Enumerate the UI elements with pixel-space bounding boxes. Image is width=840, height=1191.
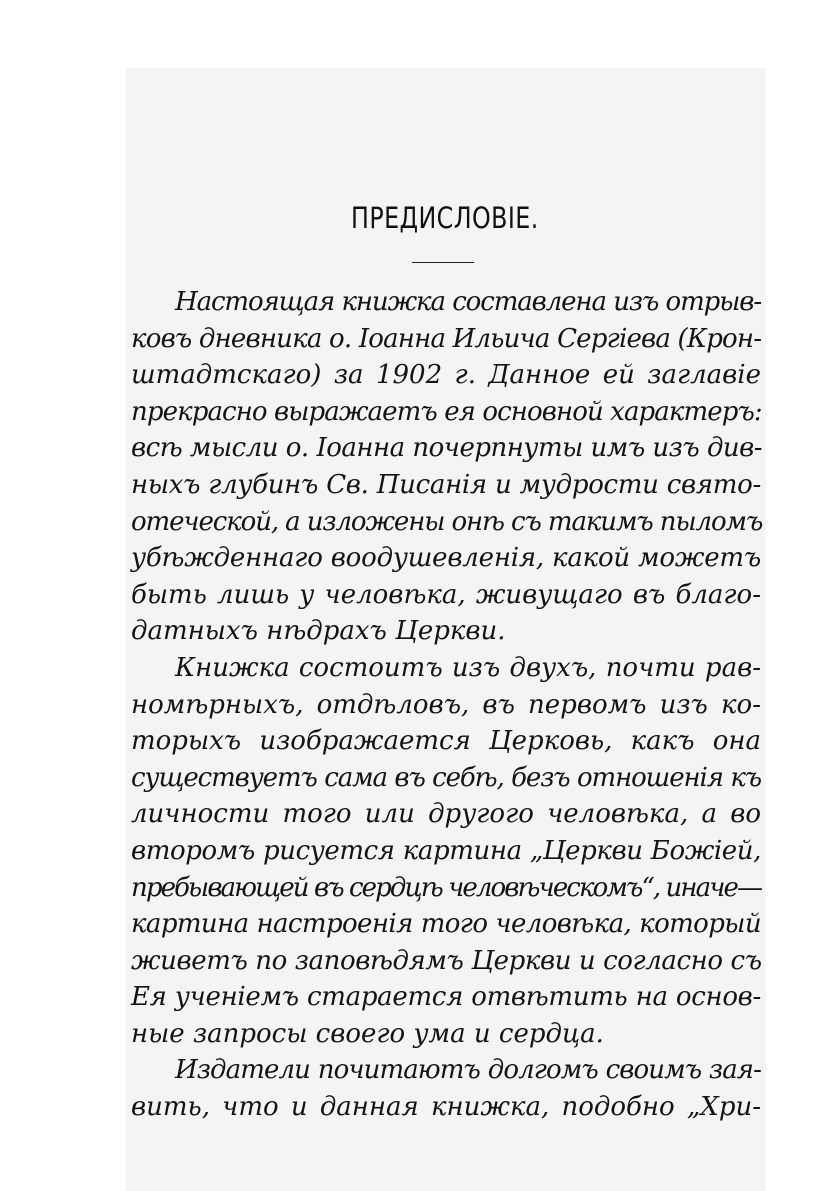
text-line: живетъ по заповѣдямъ Церкви и согласно съ <box>131 945 762 976</box>
text-line: датныхъ нѣдрахъ Церкви. <box>131 616 506 647</box>
text-line: номѣрныхъ, отдѣловъ, въ первомъ изъ ко- <box>131 689 761 720</box>
preface-text <box>131 284 761 1126</box>
text-line: второмъ рисуется картина „Церкви Божіей, <box>131 835 761 866</box>
text-line: быть лишь у человѣка, живущаго въ благо- <box>131 579 761 610</box>
text-line: Ея ученіемъ старается отвѣтить на основ- <box>131 982 761 1013</box>
text-line: картина настроенія того человѣка, который <box>131 909 761 940</box>
text-line: торыхъ изображается Церковь, какъ она <box>131 726 761 757</box>
text-line: всѣ мысли о. Іоанна почерпнуты имъ изъ див- <box>131 433 763 464</box>
text-line: ные запросы своего ума и сердца. <box>131 1018 604 1049</box>
text-line: существуетъ сама въ себѣ, безъ отношенія къ <box>131 762 761 793</box>
text-line: Издатели почитаютъ долгомъ своимъ зая- <box>175 1055 761 1086</box>
text-line: Книжка состоитъ изъ двухъ, почти рав- <box>175 652 761 683</box>
text-line: штадтскаго) за 1902 г. Данное ей заглавіе <box>131 360 761 391</box>
title-divider <box>412 262 474 263</box>
text-line: личности того или другого человѣка, а во <box>131 799 761 830</box>
text-line: вить, что и данная книжка, подобно „Хри- <box>131 1092 761 1123</box>
text-line: Настоящая книжка составлена изъ отрыв- <box>175 287 761 317</box>
text-line: пребывающей въ сердцѣ человѣческомъ“, иначе— <box>131 872 762 903</box>
text-line: убѣжденнаго воодушевленія, какой можетъ <box>131 543 761 574</box>
page-title: ПРЕДИСЛОВІЕ. <box>351 201 539 235</box>
text-line: ныхъ глубинъ Св. Писанія и мудрости свято- <box>131 469 761 500</box>
text-line: ковъ дневника о. Іоанна Ильича Сергіева (Крон- <box>131 323 762 354</box>
text-line: отеческой, а изложены онѣ съ такимъ пыломъ <box>131 506 763 537</box>
text-line: прекрасно выражаетъ ея основной характеръ: <box>131 396 762 427</box>
